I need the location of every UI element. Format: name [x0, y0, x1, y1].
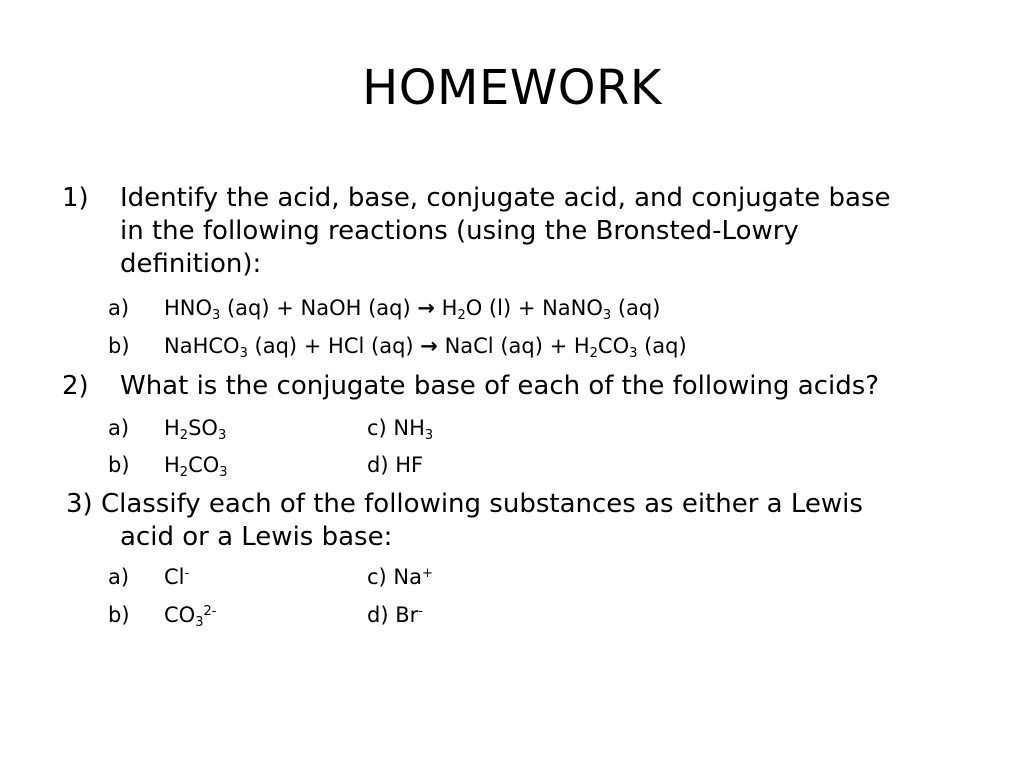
question-3-row-a [108, 563, 968, 591]
question-2-b-acid: $H_2CO_3$ [164, 453, 228, 480]
question-2-c-acid: c) $NH_3$ [367, 416, 434, 443]
question-1-line-1: Identify the acid, base, conjugate acid, and conjugate base [120, 183, 891, 213]
question-3-c-substance: c) Na+ [367, 565, 433, 589]
question-3-d-substance: d) Br- [367, 603, 423, 627]
slide-title: HOMEWORK [362, 60, 662, 116]
question-1-reaction-a [108, 294, 968, 322]
question-1 [62, 182, 982, 282]
question-2-row-a [108, 414, 968, 442]
question-3-a-label: a) [108, 565, 130, 589]
question-3-line-2: acid or a Lewis base: [120, 522, 393, 552]
reaction-a-label: a) [108, 296, 130, 320]
question-1-line-2: in the following reactions (using the Bronsted-Lowry [120, 216, 799, 246]
question-1-line-3: definition): [120, 249, 262, 279]
question-2-b-label: b) [108, 453, 130, 477]
reaction-b-equation: NaHCO$_3$ (aq) + HCl (aq) → NaCl $(aq) + H_2CO_3$ (aq) [164, 334, 687, 361]
question-2-a-label: a) [108, 416, 130, 440]
reaction-b-label: b) [108, 334, 130, 358]
question-2 [62, 370, 982, 404]
question-2-row-b [108, 451, 968, 479]
reaction-a-equation: $HNO_3$ (aq) + NaOH $(aq) \to H_2O$ (l) + NaNO$_3$ (aq) [164, 296, 661, 323]
question-1-number: 1) [62, 183, 89, 213]
question-3-line-1: 3) Classify each of the following substances as either a Lewis [66, 489, 863, 519]
question-3 [66, 488, 986, 556]
question-3-b-substance: $CO_3^{2-}$ [164, 603, 217, 630]
question-2-a-acid: $H_2SO_3$ [164, 416, 227, 443]
question-3-b-label: b) [108, 603, 130, 627]
question-3-a-substance: Cl- [164, 565, 190, 589]
question-3-row-b [108, 601, 968, 629]
question-2-d-acid: d) HF [367, 453, 424, 477]
question-1-reaction-b [108, 332, 968, 360]
question-2-number: 2) [62, 371, 89, 401]
question-2-text: What is the conjugate base of each of the following acids? [120, 371, 880, 401]
